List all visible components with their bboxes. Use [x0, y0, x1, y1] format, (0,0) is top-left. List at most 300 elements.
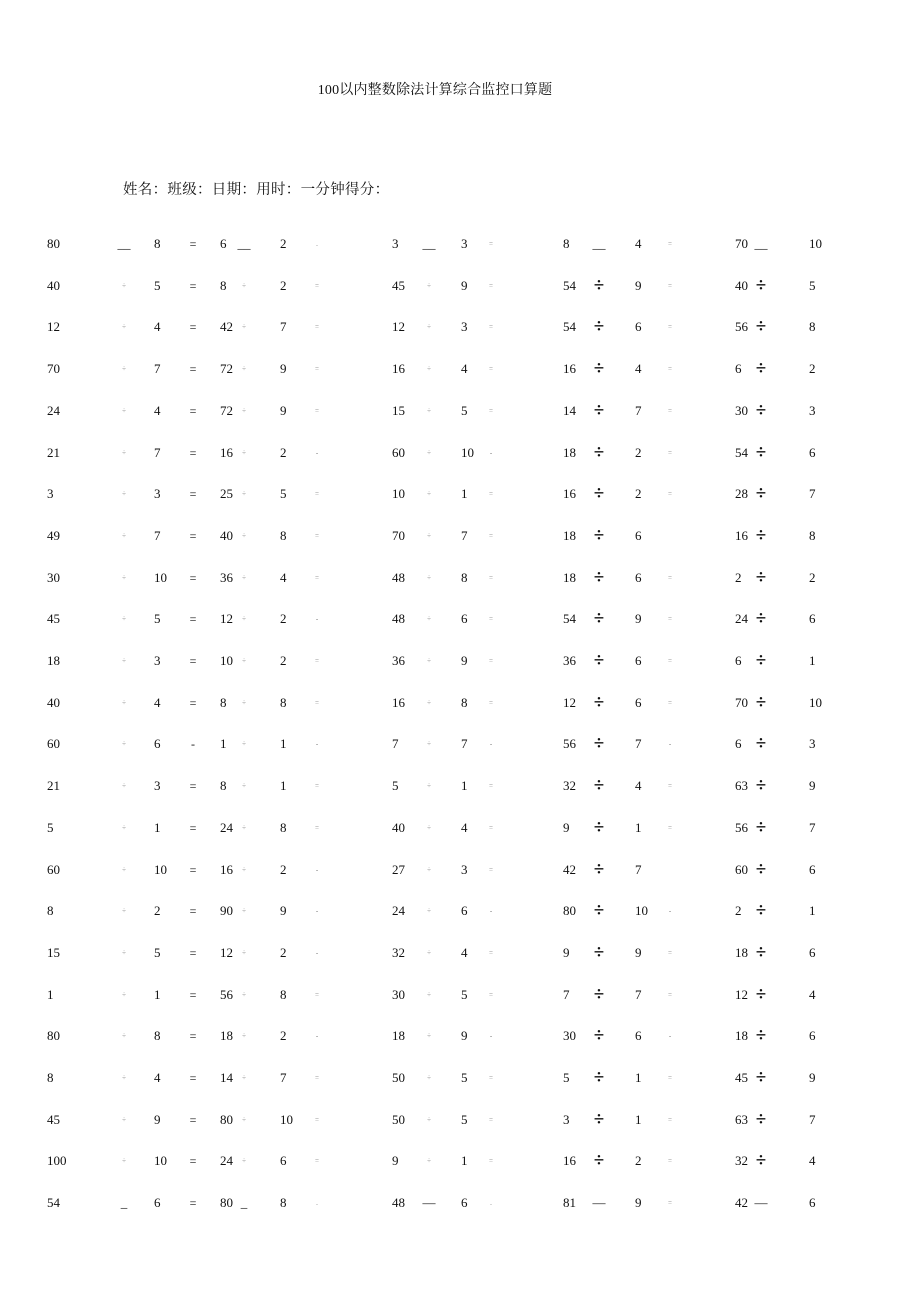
operator: ÷ [242, 531, 246, 540]
problem-row [220, 1026, 392, 1046]
operator: ÷ [122, 1115, 126, 1124]
operator: ÷ [427, 490, 431, 499]
dividend: 81 [563, 1195, 576, 1211]
dividend: 21 [47, 444, 60, 460]
problem-row [392, 943, 564, 963]
operator: ÷ [427, 365, 431, 374]
dividend: 42 [220, 319, 233, 335]
dividend: 45 [735, 1070, 748, 1085]
problem-row [735, 1068, 907, 1088]
operator: ÷ [122, 698, 126, 707]
problem-row [563, 734, 735, 754]
problem-row [47, 609, 219, 629]
equals-sign: = [189, 1071, 197, 1085]
operator: ÷ [593, 816, 605, 838]
equals-sign: = [189, 487, 197, 502]
divisor: 7 [809, 1111, 816, 1127]
divisor: 9 [461, 1028, 468, 1044]
dividend: 80 [563, 903, 576, 919]
problem-row [563, 1151, 735, 1171]
divisor: 8 [809, 527, 816, 543]
equals-sign: = [668, 1115, 672, 1124]
problem-row [47, 484, 219, 504]
operator: ÷ [122, 365, 126, 374]
divisor: 1 [461, 486, 468, 502]
dividend: 36 [563, 653, 576, 668]
problem-row [220, 901, 392, 921]
operator: ÷ [242, 573, 246, 582]
equals-sign: = [189, 945, 197, 960]
problem-row [392, 1068, 564, 1088]
dividend: 12 [735, 986, 748, 1002]
divisor: 3 [154, 653, 161, 668]
problem-row [563, 776, 735, 796]
equals-sign: = [189, 362, 197, 377]
dividend: 8 [563, 236, 570, 251]
operator: ÷ [122, 1157, 126, 1166]
divisor: 3 [461, 861, 468, 877]
equals-sign: = [315, 573, 319, 582]
problem-row [563, 443, 735, 463]
divisor: 6 [809, 611, 816, 627]
problem-column [47, 0, 219, 1301]
divisor: 8 [280, 1195, 287, 1211]
equals-sign: = [489, 240, 493, 248]
divisor: 1 [635, 1111, 642, 1127]
operator: ÷ [122, 782, 126, 791]
dividend: 21 [47, 778, 60, 794]
problem-row [392, 443, 564, 463]
dividend: 24 [220, 819, 233, 835]
dividend: 54 [563, 277, 576, 293]
operator: ÷ [593, 358, 605, 380]
equals-sign: = [315, 531, 319, 540]
equals-sign: = [489, 281, 493, 290]
operator: ÷ [242, 740, 246, 749]
operator: ÷ [242, 907, 246, 916]
divisor: 6 [461, 903, 468, 919]
dividend: 30 [47, 569, 60, 585]
equals-sign: = [489, 865, 493, 874]
problem-column [735, 0, 907, 1301]
operator: ÷ [755, 650, 767, 671]
equals-sign: = [489, 406, 493, 415]
equals-sign: = [668, 615, 672, 624]
equals-sign: = [189, 987, 197, 1002]
problem-column [563, 0, 735, 1301]
equals-sign: = [489, 1115, 493, 1124]
operator: ÷ [755, 733, 767, 755]
dividend: 48 [392, 611, 405, 627]
divisor: 2 [280, 236, 287, 251]
operator: ÷ [755, 274, 767, 296]
dividend: 25 [220, 486, 233, 502]
problem-row [220, 693, 392, 713]
divisor: 4 [809, 986, 816, 1002]
problem-row [563, 317, 735, 337]
operator: ÷ [427, 573, 431, 582]
operator: ÷ [755, 399, 767, 421]
operator: ÷ [427, 531, 431, 540]
equals-sign: = [489, 1157, 493, 1166]
dividend: 45 [47, 1111, 60, 1127]
equals-sign: = [315, 406, 319, 415]
problem-column [220, 0, 392, 1301]
divisor: 8 [809, 319, 816, 335]
divisor: 2 [154, 903, 161, 919]
problem-row [47, 401, 219, 421]
divisor: 6 [635, 653, 642, 668]
divisor: 5 [461, 986, 468, 1002]
operator: ÷ [242, 698, 246, 707]
divisor: 7 [280, 319, 287, 335]
problem-row [735, 1026, 907, 1046]
problem-row [563, 860, 735, 880]
dividend: 9 [563, 944, 570, 960]
equals-sign: - [668, 907, 672, 916]
equals-sign: = [189, 612, 197, 627]
problem-row [392, 1193, 564, 1213]
divisor: 10 [154, 1153, 167, 1169]
problem-row [220, 985, 392, 1005]
operator: ÷ [593, 691, 605, 713]
problem-row [220, 776, 392, 796]
operator: ÷ [122, 281, 126, 290]
dividend: 8 [47, 1070, 54, 1085]
operator: ÷ [122, 990, 126, 999]
student-info-line: 姓名：班级：日期：用时：一分钟得分： [123, 182, 390, 198]
problem-row [220, 734, 392, 754]
equals-sign: = [189, 1029, 197, 1044]
equals-sign: - [315, 865, 319, 874]
problem-row [563, 568, 735, 588]
divisor: 2 [280, 444, 287, 460]
dividend: 50 [392, 1111, 405, 1127]
operator: ÷ [427, 740, 431, 749]
equals-sign: = [315, 1115, 319, 1124]
problem-row [47, 443, 219, 463]
operator: ÷ [593, 941, 605, 963]
dividend: 54 [735, 444, 748, 460]
divisor: 3 [461, 319, 468, 335]
operator: ÷ [755, 1067, 767, 1088]
divisor: 2 [280, 1028, 287, 1044]
problem-row [563, 693, 735, 713]
dividend: 5 [392, 778, 399, 794]
divisor: 5 [461, 1070, 468, 1085]
dividend: 18 [735, 1028, 748, 1044]
equals-sign: = [668, 281, 672, 290]
dividend: 2 [735, 569, 742, 585]
problem-row [735, 568, 907, 588]
divisor: 8 [461, 694, 468, 710]
divisor: 6 [461, 1195, 468, 1211]
divisor: 3 [809, 402, 816, 418]
problem-row [47, 568, 219, 588]
divisor: 2 [809, 569, 816, 585]
divisor: 4 [809, 1153, 816, 1169]
dividend: 24 [220, 1153, 233, 1169]
problem-row [220, 317, 392, 337]
operator: ÷ [242, 657, 246, 665]
dividend: 32 [563, 778, 576, 794]
equals-sign: = [189, 695, 197, 710]
operator: ÷ [242, 448, 246, 457]
problem-row [392, 526, 564, 546]
divisor: 10 [280, 1111, 293, 1127]
operator: ÷ [242, 365, 246, 374]
operator: ÷ [242, 1074, 246, 1082]
divisor: 2 [809, 361, 816, 377]
divisor: 2 [635, 486, 642, 502]
operator: ÷ [593, 775, 605, 797]
problem-row [563, 276, 735, 296]
divisor: 8 [280, 694, 287, 710]
dividend: 16 [220, 861, 233, 877]
problem-row [47, 860, 219, 880]
operator: ÷ [122, 1032, 126, 1041]
dividend: 32 [735, 1153, 748, 1169]
operator: ÷ [242, 990, 246, 999]
dividend: 63 [735, 1111, 748, 1127]
operator: ÷ [242, 615, 246, 624]
equals-sign: - [668, 1032, 672, 1041]
problem-row [735, 234, 907, 254]
dividend: 48 [392, 1195, 405, 1211]
equals-sign: - [315, 740, 319, 749]
operator: ÷ [755, 983, 767, 1005]
dividend: 14 [220, 1070, 233, 1085]
dividend: 40 [47, 694, 60, 710]
dividend: 18 [47, 653, 60, 668]
dividend: 60 [47, 736, 60, 752]
operator: ÷ [242, 406, 246, 415]
operator: — [754, 1195, 768, 1211]
problem-row [563, 1026, 735, 1046]
operator: ÷ [593, 983, 605, 1005]
equals-sign: = [189, 1154, 197, 1169]
equals-sign: - [489, 448, 493, 457]
dividend: 30 [392, 986, 405, 1002]
problem-row [220, 359, 392, 379]
divisor: 9 [280, 903, 287, 919]
equals-sign: - [315, 615, 319, 624]
divisor: 3 [154, 486, 161, 502]
divisor: 9 [635, 277, 642, 293]
equals-sign: = [189, 779, 197, 794]
operator: ÷ [122, 907, 126, 916]
divisor: 6 [635, 569, 642, 585]
equals-sign: = [315, 782, 319, 791]
equals-sign: = [315, 657, 319, 665]
dividend: 16 [392, 361, 405, 377]
equals-sign: = [489, 615, 493, 624]
operator: ÷ [593, 650, 605, 671]
dividend: 56 [220, 986, 233, 1002]
dividend: 36 [220, 569, 233, 585]
operator: ÷ [122, 657, 126, 665]
equals-sign: = [489, 823, 493, 832]
dividend: 12 [47, 319, 60, 335]
operator: ÷ [427, 698, 431, 707]
equals-sign: = [315, 698, 319, 707]
dividend: 16 [563, 486, 576, 502]
dividend: 18 [563, 527, 576, 543]
operator: __ [237, 236, 251, 251]
problem-row [563, 1193, 735, 1213]
problem-row [392, 776, 564, 796]
equals-sign: - [315, 907, 319, 916]
equals-sign: = [315, 990, 319, 999]
equals-sign: = [315, 1074, 319, 1082]
problem-row [392, 1026, 564, 1046]
problem-row [220, 818, 392, 838]
operator: ÷ [122, 615, 126, 624]
problem-row [47, 1110, 219, 1130]
dividend: 49 [47, 527, 60, 543]
operator: ÷ [427, 823, 431, 832]
problem-row [735, 1193, 907, 1213]
divisor: 7 [461, 527, 468, 543]
dividend: 24 [47, 402, 60, 418]
dividend: 36 [392, 653, 405, 668]
equals-sign: = [189, 320, 197, 335]
operator: ÷ [755, 691, 767, 713]
dividend: 40 [392, 819, 405, 835]
operator: ÷ [755, 441, 767, 463]
dividend: 70 [47, 361, 60, 377]
operator: ÷ [242, 323, 246, 332]
dividend: 100 [47, 1153, 67, 1169]
dividend: 56 [735, 819, 748, 835]
problem-row [392, 276, 564, 296]
problem-row [563, 985, 735, 1005]
divisor: 1 [809, 653, 816, 668]
operator: ÷ [593, 274, 605, 296]
problem-row [220, 651, 392, 671]
operator: __ [117, 236, 131, 251]
problem-row [563, 401, 735, 421]
divisor: 5 [154, 277, 161, 293]
operator: ÷ [122, 1074, 126, 1082]
problem-row [47, 776, 219, 796]
divisor: 9 [154, 1111, 161, 1127]
problem-row [220, 1068, 392, 1088]
dividend: 54 [47, 1195, 60, 1211]
problem-row [47, 1068, 219, 1088]
problem-row [220, 609, 392, 629]
equals-sign: = [668, 573, 672, 582]
problem-row [735, 276, 907, 296]
equals-sign: = [189, 904, 197, 919]
operator: ÷ [593, 1025, 605, 1047]
divisor: 8 [280, 819, 287, 835]
operator: ÷ [122, 573, 126, 582]
problem-row [47, 1193, 219, 1213]
dividend: 90 [220, 903, 233, 919]
problem-row [220, 526, 392, 546]
dividend: 56 [735, 319, 748, 335]
dividend: 15 [392, 402, 405, 418]
operator: ÷ [122, 323, 126, 332]
problem-row [563, 1110, 735, 1130]
divisor: 7 [809, 819, 816, 835]
dividend: 8 [220, 277, 227, 293]
dividend: 40 [735, 277, 748, 293]
equals-sign: = [315, 365, 319, 374]
problem-row [735, 526, 907, 546]
dividend: 8 [220, 778, 227, 794]
equals-sign: = [668, 323, 672, 332]
divisor: 4 [154, 319, 161, 335]
divisor: 1 [809, 903, 816, 919]
divisor: 4 [461, 944, 468, 960]
dividend: 54 [563, 319, 576, 335]
problem-row [735, 401, 907, 421]
problem-row [392, 651, 564, 671]
problem-row [47, 276, 219, 296]
divisor: 6 [635, 319, 642, 335]
problem-row [563, 609, 735, 629]
divisor: 9 [280, 361, 287, 377]
dividend: 3 [47, 486, 54, 502]
problem-row [392, 401, 564, 421]
equals-sign: = [189, 654, 197, 668]
divisor: 4 [461, 819, 468, 835]
divisor: 1 [461, 778, 468, 794]
equals-sign: = [668, 448, 672, 457]
dividend: 6 [735, 653, 742, 668]
dividend: 45 [392, 277, 405, 293]
equals-sign: - [489, 907, 493, 916]
operator: ÷ [242, 948, 246, 957]
operator: ÷ [755, 858, 767, 880]
dividend: 16 [563, 1153, 576, 1169]
divisor: 4 [154, 402, 161, 418]
problem-row [735, 651, 907, 671]
divisor: 5 [461, 1111, 468, 1127]
operator: ÷ [242, 490, 246, 499]
problem-row [47, 317, 219, 337]
dividend: 9 [392, 1153, 399, 1169]
divisor: 7 [154, 444, 161, 460]
problem-row [392, 734, 564, 754]
divisor: 9 [809, 778, 816, 794]
operator: ÷ [593, 1150, 605, 1172]
equals-sign: = [189, 237, 197, 251]
divisor: 6 [154, 1195, 161, 1211]
dividend: 16 [563, 361, 576, 377]
equals-sign: = [668, 1157, 672, 1166]
problem-row [220, 1110, 392, 1130]
equals-sign: - [668, 740, 672, 749]
equals-sign: = [668, 490, 672, 499]
dividend: 7 [563, 986, 570, 1002]
operator: ÷ [755, 775, 767, 797]
problem-row [220, 276, 392, 296]
problem-row [392, 901, 564, 921]
problem-row [392, 609, 564, 629]
divisor: 2 [635, 444, 642, 460]
dividend: 10 [392, 486, 405, 502]
problem-row [563, 901, 735, 921]
problem-row [735, 443, 907, 463]
dividend: 40 [47, 277, 60, 293]
dividend: 80 [47, 1028, 60, 1044]
operator: ÷ [242, 1115, 246, 1124]
equals-sign: . [316, 240, 318, 248]
operator: ÷ [122, 490, 126, 499]
